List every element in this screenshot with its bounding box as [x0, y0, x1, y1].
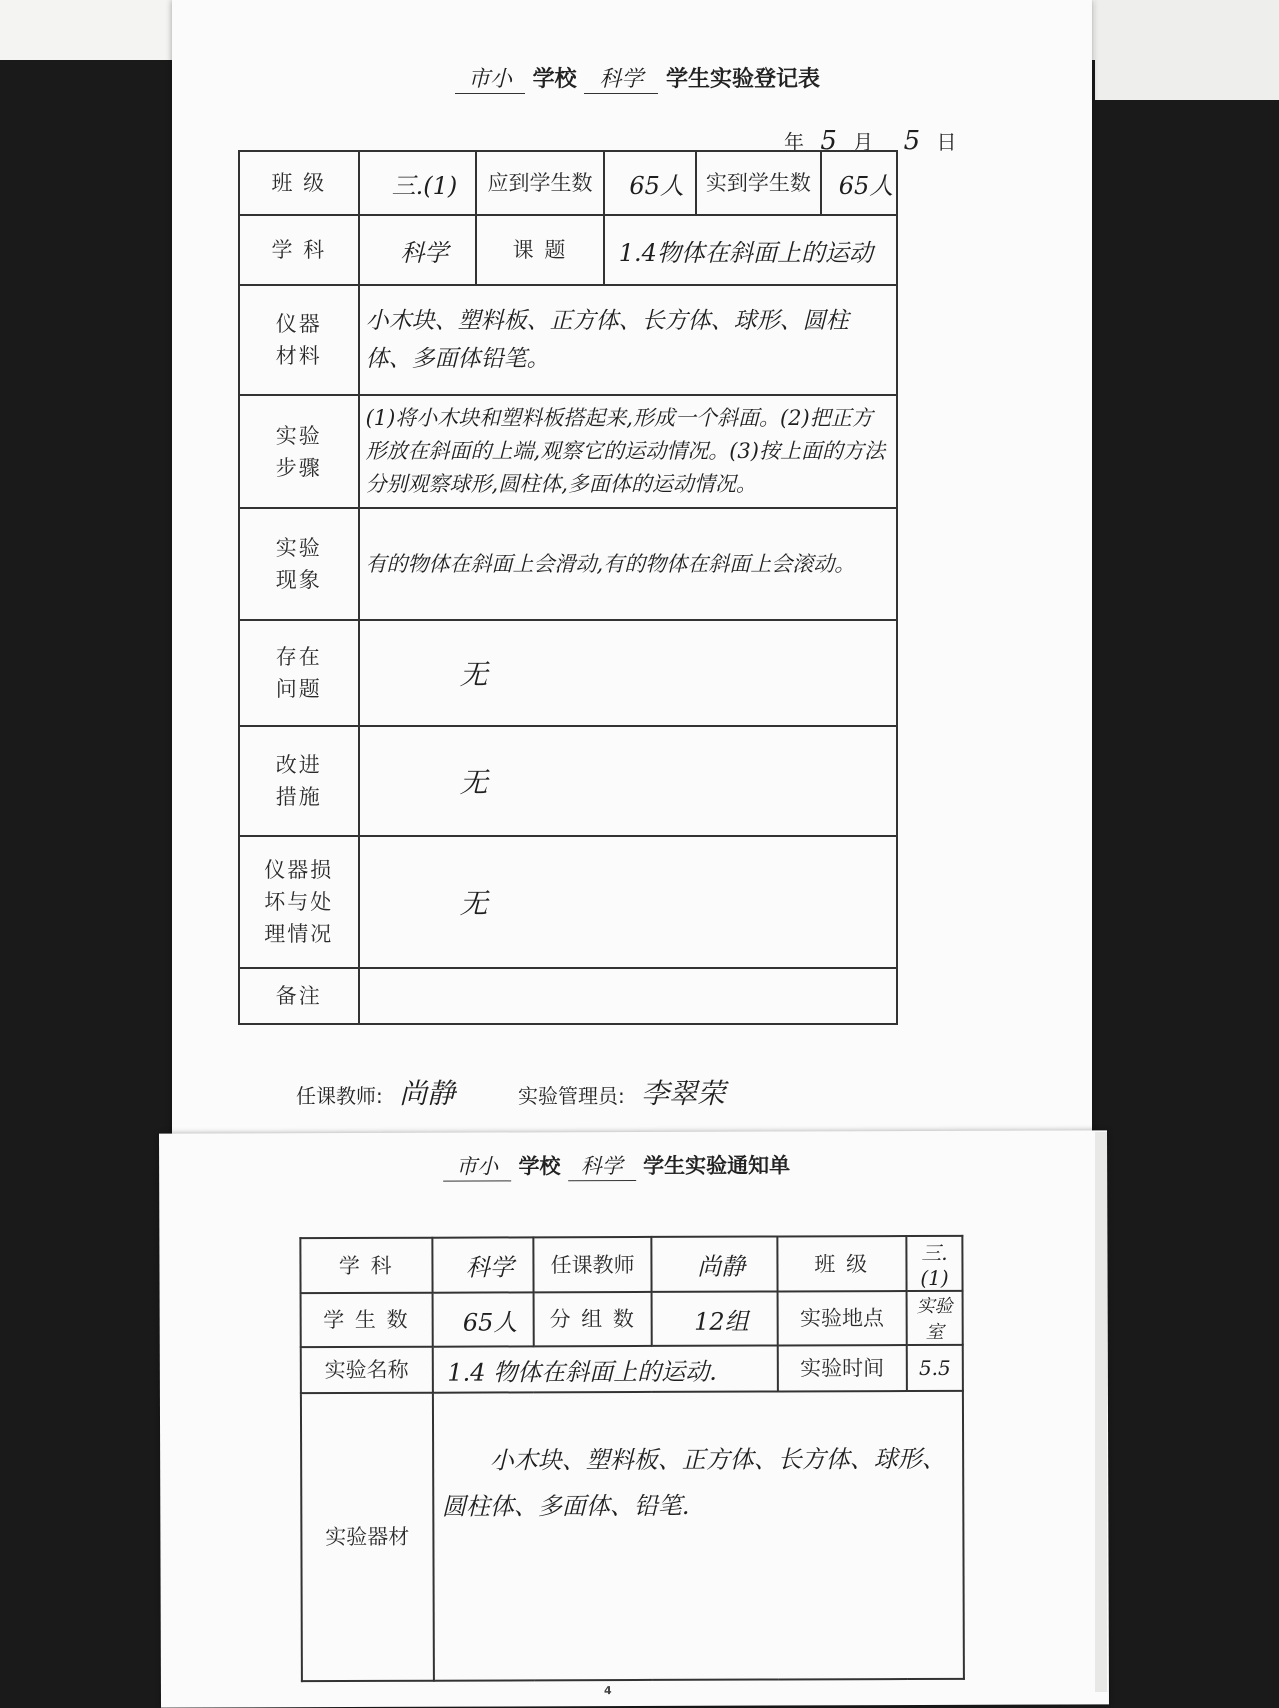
register-row-problems — [239, 620, 897, 726]
notice-title — [443, 1149, 790, 1181]
notice-name-label: 实验名称 — [301, 1347, 433, 1393]
topic-value: 1.4物体在斜面上的运动 — [604, 215, 897, 285]
register-row-steps — [239, 395, 897, 508]
date-day-label: 日 — [936, 130, 957, 154]
problems-label: 存在 问题 — [239, 620, 359, 726]
register-title-suffix: 学生实验登记表 — [666, 67, 821, 92]
steps-value: (1)将小木块和塑料板搭起来,形成一个斜面。(2)把正方形放在斜面的上端,观察它的运动情况。(3)按上面的方法分别观察球形,圆柱体,多面体的运动情况。 — [359, 395, 897, 508]
register-title-school: 市小 — [455, 62, 525, 94]
notice-row-3 — [301, 1345, 963, 1393]
notice-row-2 — [301, 1291, 963, 1347]
date-day: 5 — [903, 126, 921, 156]
register-row-improve — [239, 726, 897, 836]
register-row-damage — [239, 836, 897, 968]
notice-students-value: 65人 — [432, 1292, 534, 1346]
register-table — [238, 150, 898, 1025]
teacher-signature — [296, 1072, 455, 1112]
manager-signature — [518, 1072, 725, 1112]
steps-label: 实验 步骤 — [239, 395, 359, 508]
notice-sheet — [159, 1130, 1109, 1707]
date-month: 5 — [820, 126, 837, 156]
notice-students-label: 学 生 数 — [301, 1293, 433, 1347]
notice-subject-label: 学 科 — [300, 1238, 432, 1293]
notice-groups-value: 12组 — [651, 1291, 777, 1345]
notice-title-school-suffix: 学校 — [518, 1154, 561, 1179]
register-row-equipment — [239, 285, 897, 395]
register-title-school-suffix: 学校 — [532, 67, 577, 92]
date-year-label: 年 — [784, 130, 804, 154]
date-month-label: 月 — [853, 130, 874, 154]
notice-row-4 — [301, 1391, 964, 1681]
notice-groups-label: 分 组 数 — [534, 1292, 652, 1346]
expected-count-label: 应到学生数 — [476, 151, 604, 215]
notice-time-label: 实验时间 — [777, 1345, 907, 1391]
damage-label: 仪器损 坏与处 理情况 — [239, 836, 359, 968]
notice-title-school: 市小 — [443, 1150, 511, 1181]
remarks-value — [359, 968, 897, 1024]
teacher-name: 尚静 — [399, 1077, 456, 1110]
equipment-value: 小木块、塑料板、正方体、长方体、球形、圆柱体、多面体铅笔。 — [359, 285, 897, 395]
registration-sheet — [172, 0, 1092, 1150]
notice-teacher-value: 尚静 — [651, 1237, 777, 1292]
problems-value: 无 — [359, 620, 897, 726]
notice-table — [299, 1235, 965, 1682]
notice-row-1 — [300, 1236, 962, 1293]
background-corner — [1095, 0, 1279, 100]
notice-equipment-value: 小木块、塑料板、正方体、长方体、球形、圆柱体、多面体、铅笔. — [432, 1391, 963, 1681]
remarks-label: 备注 — [239, 968, 359, 1024]
manager-label: 实验管理员: — [518, 1084, 625, 1108]
class-label: 班 级 — [239, 151, 359, 215]
notice-name-value: 1.4 物体在斜面上的运动. — [432, 1345, 777, 1392]
phenomenon-label: 实验 现象 — [239, 508, 359, 620]
notice-class-label: 班 级 — [777, 1236, 907, 1291]
manager-name: 李翠荣 — [641, 1077, 726, 1110]
register-row-class — [239, 151, 897, 215]
page-edge — [1095, 1132, 1107, 1692]
subject-value: 科学 — [359, 215, 477, 285]
actual-count-value: 65人 — [821, 151, 897, 215]
damage-value: 无 — [359, 836, 897, 968]
subject-label: 学 科 — [239, 215, 359, 285]
notice-location-value: 实验室 — [907, 1291, 963, 1345]
register-title — [455, 62, 820, 94]
equipment-label: 仪器 材料 — [239, 285, 359, 395]
register-title-subject: 科学 — [584, 62, 658, 94]
expected-count-value: 65人 — [604, 151, 696, 215]
topic-label: 课 题 — [476, 215, 604, 285]
page-number: 4 — [603, 1684, 612, 1698]
notice-equipment-label: 实验器材 — [301, 1393, 434, 1681]
class-value: 三.(1) — [359, 151, 477, 215]
notice-title-subject: 科学 — [568, 1150, 636, 1181]
notice-title-suffix: 学生实验通知单 — [643, 1153, 791, 1178]
phenomenon-value: 有的物体在斜面上会滑动,有的物体在斜面上会滚动。 — [359, 508, 897, 620]
register-row-subject — [239, 215, 897, 285]
improve-value: 无 — [359, 726, 897, 836]
register-row-remarks — [239, 968, 897, 1024]
teacher-label: 任课教师: — [296, 1084, 383, 1108]
notice-location-label: 实验地点 — [777, 1291, 907, 1345]
notice-subject-value: 科学 — [432, 1237, 534, 1292]
improve-label: 改进 措施 — [239, 726, 359, 836]
notice-class-value: 三.(1) — [906, 1236, 962, 1291]
notice-time-value: 5.5 — [907, 1345, 963, 1391]
notice-teacher-label: 任课教师 — [534, 1237, 652, 1292]
register-row-phenomenon — [239, 508, 897, 620]
actual-count-label: 实到学生数 — [696, 151, 822, 215]
